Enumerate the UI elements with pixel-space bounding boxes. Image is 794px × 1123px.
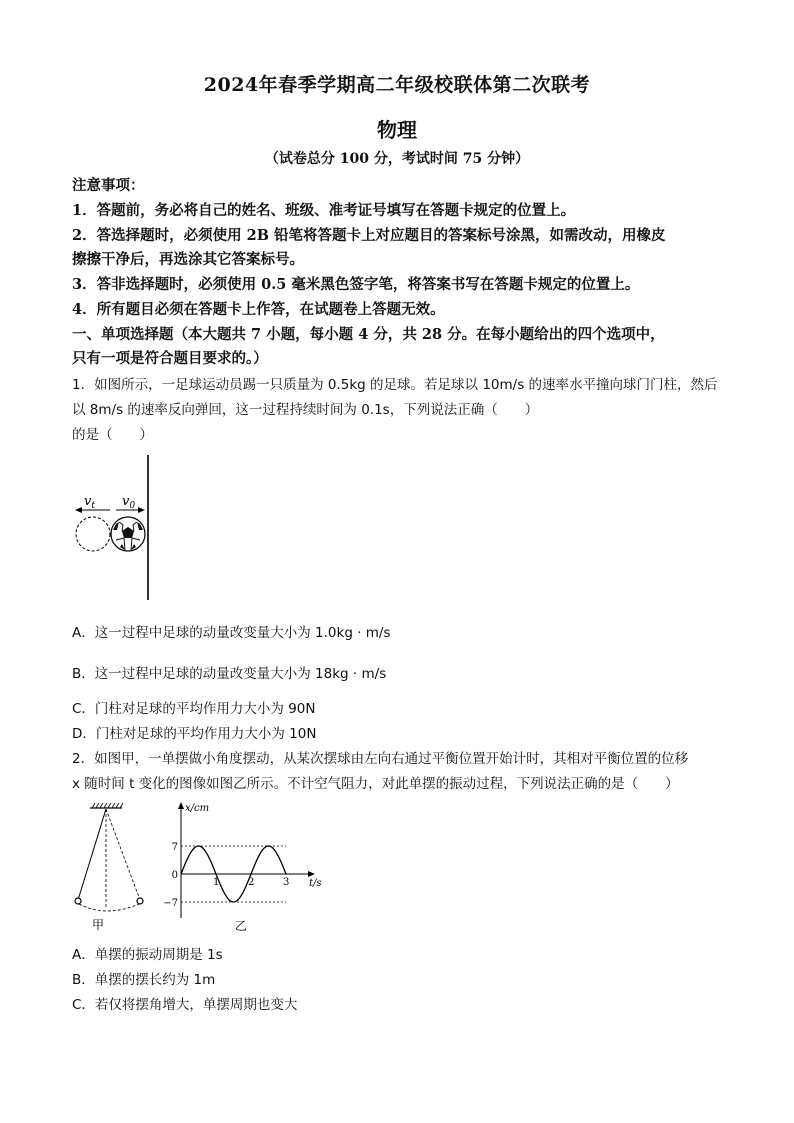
q2-stem-line-2: x 随时间 t 变化的图像如图乙所示。不计空气阻力，对此单摆的振动过程，下列说法正确的是（ ）	[72, 776, 679, 792]
bob-right	[137, 898, 143, 904]
y-axis-arrow	[178, 802, 184, 809]
q1-option-d: D．门柱对足球的平均作用力大小为 10N	[72, 726, 317, 742]
q1-figure	[70, 450, 170, 605]
swing-arc	[79, 904, 139, 911]
fig-jia-label: 甲	[92, 918, 105, 932]
ceiling-hatch	[92, 803, 123, 808]
right-extreme-line	[106, 809, 140, 900]
q2-figure-pendulum	[70, 800, 150, 935]
q2-stem-line-1: 2．如图甲，一单摆做小角度摆动，从某次摆球由左向右通过平衡位置开始计时，其相对平衡位置的位移	[72, 751, 689, 767]
tick-labels	[163, 842, 289, 909]
exam-title: 2024年春季学期高二年级校联体第二次联考	[203, 74, 591, 96]
x-tick-label-1: 1	[213, 877, 220, 888]
vt-label: $v_t$	[84, 494, 95, 511]
q1-option-a: A．这一过程中足球的动量改变量大小为 1.0kg · m/s	[72, 625, 391, 641]
x-tick-label-3: 3	[283, 877, 290, 888]
notice-item-2-line-1: 2．答选择题时，必须使用 2B 铅笔将答题卡上对应题目的答案标号涂黑，如需改动，用橡皮	[72, 227, 666, 244]
bob-left	[75, 898, 81, 904]
notice-item-4: 4．所有题目必须在答题卡上作答，在试题卷上答题无效。	[72, 301, 445, 318]
notice-item-3: 3．答非选择题时，必须使用 0.5 毫米黑色签字笔，将答案书写在答题卡规定的位置上。	[72, 276, 640, 293]
q1-stem-line-2: 以 8m/s 的速率反向弹回，这一过程持续时间为 0.1s，下列说法正确（ ）	[72, 402, 539, 418]
q1-option-c: C．门柱对足球的平均作用力大小为 90N	[72, 701, 316, 717]
x-axis-arrow	[308, 871, 315, 877]
exam-note: （试卷总分 100 分，考试时间 75 分钟）	[264, 151, 530, 167]
notice-heading: 注意事项：	[72, 177, 145, 194]
section-1-heading-line-2: 只有一项是符合题目要求的。）	[72, 350, 268, 367]
y-axis-label: x/cm	[185, 803, 210, 814]
fig-yi-label: 乙	[235, 919, 248, 933]
v0-label: $v_0$	[122, 494, 136, 511]
q1-stem-line-3: 的是（ ）	[72, 427, 153, 443]
football-icon	[111, 517, 145, 551]
y-tick-label-1: 0	[171, 870, 178, 881]
pendulum-string	[78, 809, 106, 900]
section-1-heading-line-1: 一、单项选择题（本大题共 7 小题，每小题 4 分，共 28 分。在每小题给出的四个选项中，	[72, 326, 665, 343]
q2-option-b: B．单摆的摆长约为 1m	[72, 972, 216, 988]
q2-figure-xt-graph	[165, 798, 325, 938]
subject-title: 物理	[377, 118, 417, 142]
q1-option-b: B．这一过程中足球的动量改变量大小为 18kg · m/s	[72, 666, 387, 682]
x-tick-label-2: 2	[248, 877, 255, 888]
q2-option-c: C．若仅将摆角增大，单摆周期也变大	[72, 997, 298, 1013]
q2-option-a: A．单摆的振动周期是 1s	[72, 947, 223, 963]
vt-arrow-head	[75, 507, 82, 513]
notice-item-1: 1．答题前，务必将自己的姓名、班级、准考证号填写在答题卡规定的位置上。	[72, 202, 576, 219]
rebound-ball-outline	[76, 517, 110, 551]
v0-arrow-head	[138, 507, 145, 513]
notice-item-2-line-2: 擦擦干净后，再选涂其它答案标号。	[72, 251, 304, 268]
y-tick-label-0: 7	[171, 842, 178, 853]
x-axis-label: t/s	[309, 878, 322, 889]
y-tick-label-2: −7	[163, 898, 178, 909]
q1-stem-line-1: 1．如图所示，一足球运动员踢一只质量为 0.5kg 的足球。若足球以 10m/s 的速率水平撞向球门门柱，然后	[72, 377, 718, 393]
